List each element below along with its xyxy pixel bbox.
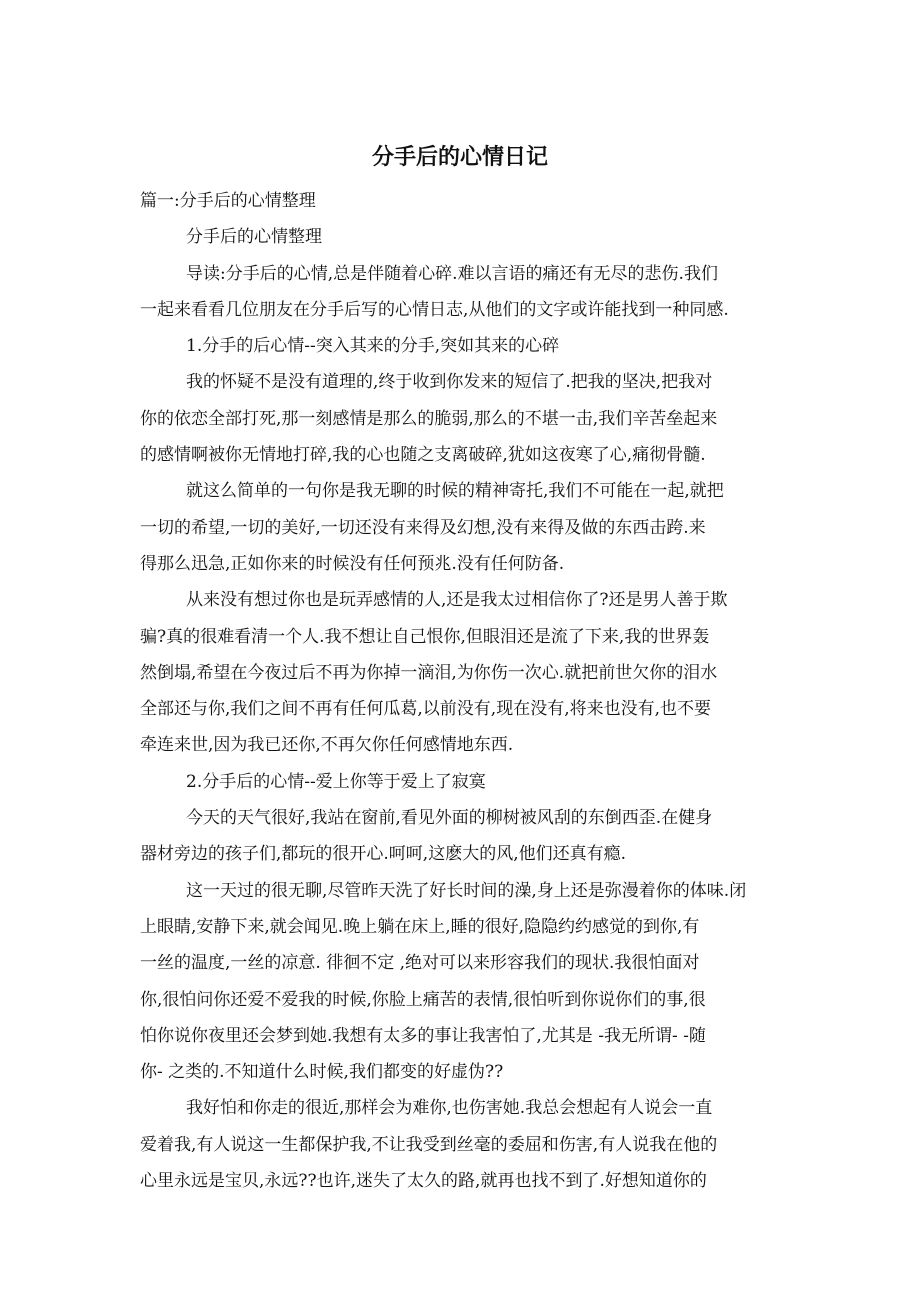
text-line: 然倒塌,希望在今夜过后不再为你掉一滴泪,为你伤一次心.就把前世欠你的泪水 (140, 662, 718, 683)
text-line: 爱着我,有人说这一生都保护我,不让我受到丝毫的委屈和伤害,有人说我在他的 (140, 1134, 718, 1155)
text-line: 2.分手后的心情--爱上你等于爱上了寂寞 (186, 771, 486, 792)
text-line: 篇一:分手后的心情整理 (140, 191, 316, 211)
document-body (140, 184, 800, 1200)
text-line: 全部还与你,我们之间不再有任何瓜葛,以前没有,现在没有,将来也没有,也不要 (140, 699, 712, 720)
text-line: 1.分手的后心情--突入其来的分手,突如其来的心碎 (186, 336, 560, 357)
text-line: 一切的希望,一切的美好,一切还没有来得及幻想,没有来得及做的东西击跨.来 (140, 517, 706, 538)
text-line: 牵连来世,因为我已还你,不再欠你任何感情地东西. (140, 735, 514, 756)
text-line: 器材旁边的孩子们,都玩的很开心.呵呵,这麽大的风,他们还真有瘾. (140, 844, 627, 865)
text-line: 的感情啊被你无情地打碎,我的心也随之支离破碎,犹如这夜寒了心,痛彻骨髓. (140, 445, 706, 466)
text-line: 你,很怕问你还爱不爱我的时候,你脸上痛苦的表情,很怕听到你说你们的事,很 (140, 989, 706, 1010)
text-line: 一丝的温度,一丝的凉意. 徘徊不定 ,绝对可以来形容我们的现状.我很怕面对 (140, 953, 700, 974)
text-line: 怕你说你夜里还会梦到她.我想有太多的事让我害怕了,尤其是 -我无所谓- -随 (140, 1025, 706, 1046)
text-line: 导读:分手后的心情,总是伴随着心碎.难以言语的痛还有无尽的悲伤.我们 (186, 263, 718, 284)
text-line: 这一天过的很无聊,尽管昨天洗了好长时间的澡,身上还是弥漫着你的体味.闭 (186, 880, 747, 901)
text-line: 今天的天气很好,我站在窗前,看见外面的柳树被风刮的东倒西歪.在健身 (186, 808, 713, 829)
text-line: 从来没有想过你也是玩弄感情的人,还是我太过相信你了?还是男人善于欺 (186, 590, 728, 611)
text-line: 得那么迅急,正如你来的时候没有任何预兆.没有任何防备. (140, 553, 565, 574)
text-line: 你的依恋全部打死,那一刻感情是那么的脆弱,那么的不堪一击,我们辛苦垒起来 (140, 408, 718, 429)
text-line: 一起来看看几位朋友在分手后写的心情日志,从他们的文字或许能找到一种同感. (140, 299, 729, 320)
text-line: 心里永远是宝贝,永远??也许,迷失了太久的路,就再也找不到了.好想知道你的 (140, 1171, 707, 1192)
text-line: 就这么简单的一句你是我无聊的时候的精神寄托,我们不可能在一起,就把 (186, 481, 724, 502)
text-line: 骗?真的很难看清一个人.我不想让自己恨你,但眼泪还是流了下来,我的世界轰 (140, 626, 710, 647)
text-line: 你- 之类的.不知道什么时候,我们都变的好虚伪?? (140, 1062, 504, 1083)
text-line: 分手后的心情整理 (186, 227, 322, 248)
text-line: 上眼睛,安静下来,就会闻见.晚上躺在床上,睡的很好,隐隐约约感觉的到你,有 (140, 916, 700, 937)
text-line: 我好怕和你走的很近,那样会为难你,也伤害她.我总会想起有人说会一直 (186, 1098, 713, 1119)
document-title: 分手后的心情日记 (371, 145, 548, 170)
text-line: 我的怀疑不是没有道理的,终于收到你发来的短信了.把我的坚决,把我对 (186, 372, 713, 393)
